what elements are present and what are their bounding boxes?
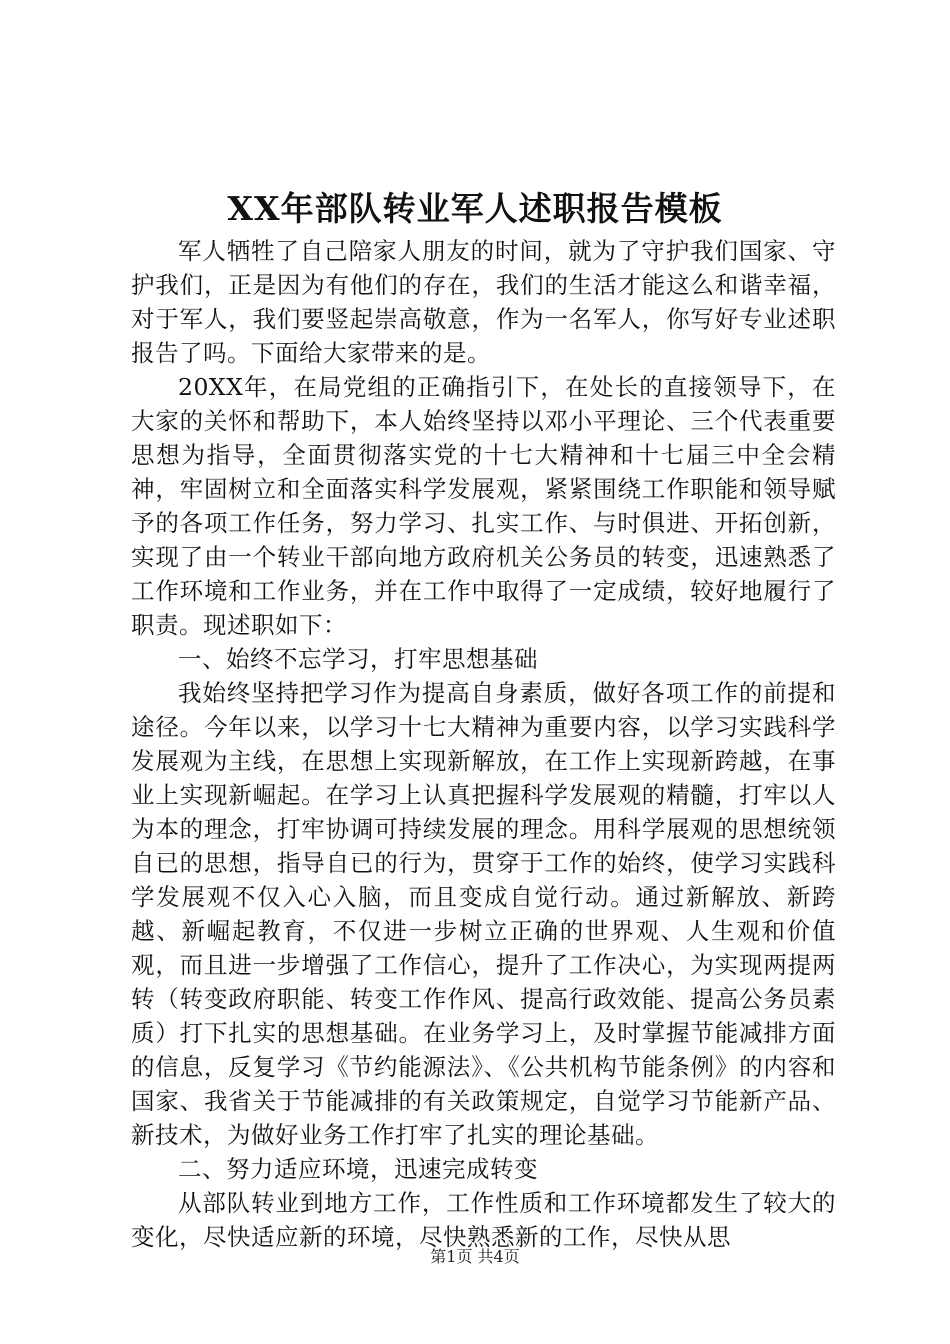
section-heading-2: 二、努力适应环境，迅速完成转变 [178, 1155, 538, 1183]
page-number-footer: 第1页 共4页 [430, 1247, 520, 1266]
section-1-paragraph: 我始终坚持把学习作为提高自身素质，做好各项工作的前提和途径。今年以来，以学习十七大精神为重要内容，以学习实践科学发展观为主线，在思想上实现新解放，在工作上实现新跨越，在事业上实现新崛起。在学习上认真把握科学发展观的精髓，打牢以人为本的理念，打牢协调可持续发展的理念。用科学展观的思想统领自已的思想，指导自已的行为，贯穿于工作的始终，使学习实践科学发展观不仅入心入脑，而且变成自觉行动。通过新解放、新跨越、新崛起教育，不仅进一步树立正确的世界观、人生观和价值观，而且进一步增强了工作信心，提升了工作决心，为实现两提两转（转变政府职能、转变工作作风、提高行政效能、提高公务员素质）打下扎实的思想基础。在业务学习上，及时掌握节能减排方面的信息，反复学习《节约能源法》、《公共机构节能条例》的内容和国家、我省关于节能减排的有关政策规定，自觉学习节能新产品、新技术，为做好业务工作打牢了扎实的理论基础。 [131, 679, 836, 1149]
document-title: XX年部队转业军人述职报告模板 [227, 189, 723, 228]
section-2-paragraph: 从部队转业到地方工作，工作性质和工作环境都发生了较大的变化，尽快适应新的环境，尽快熟悉新的工作，尽快从思 [131, 1189, 836, 1251]
section-heading-1: 一、始终不忘学习，打牢思想基础 [178, 645, 538, 673]
summary-paragraph: 20XX年，在局党组的正确指引下，在处长的直接领导下，在大家的关怀和帮助下，本人始终坚持以邓小平理论、三个代表重要思想为指导，全面贯彻落实党的十七大精神和十七届三中全会精神，牢固树立和全面落实科学发展观，紧紧围绕工作职能和领导赋予的各项工作任务，努力学习、扎实工作、与时俱进、开拓创新，实现了由一个转业干部向地方政府机关公务员的转变，迅速熟悉了工作环境和工作业务，并在工作中取得了一定成绩，较好地履行了职责。现述职如下： [131, 373, 836, 639]
document-body [131, 234, 836, 1254]
intro-paragraph: 军人牺牲了自己陪家人朋友的时间，就为了守护我们国家、守护我们，正是因为有他们的存在，我们的生活才能这么和谐幸福，对于军人，我们要竖起崇高敬意，作为一名军人，你写好专业述职报告了吗。下面给大家带来的是。 [131, 237, 836, 367]
